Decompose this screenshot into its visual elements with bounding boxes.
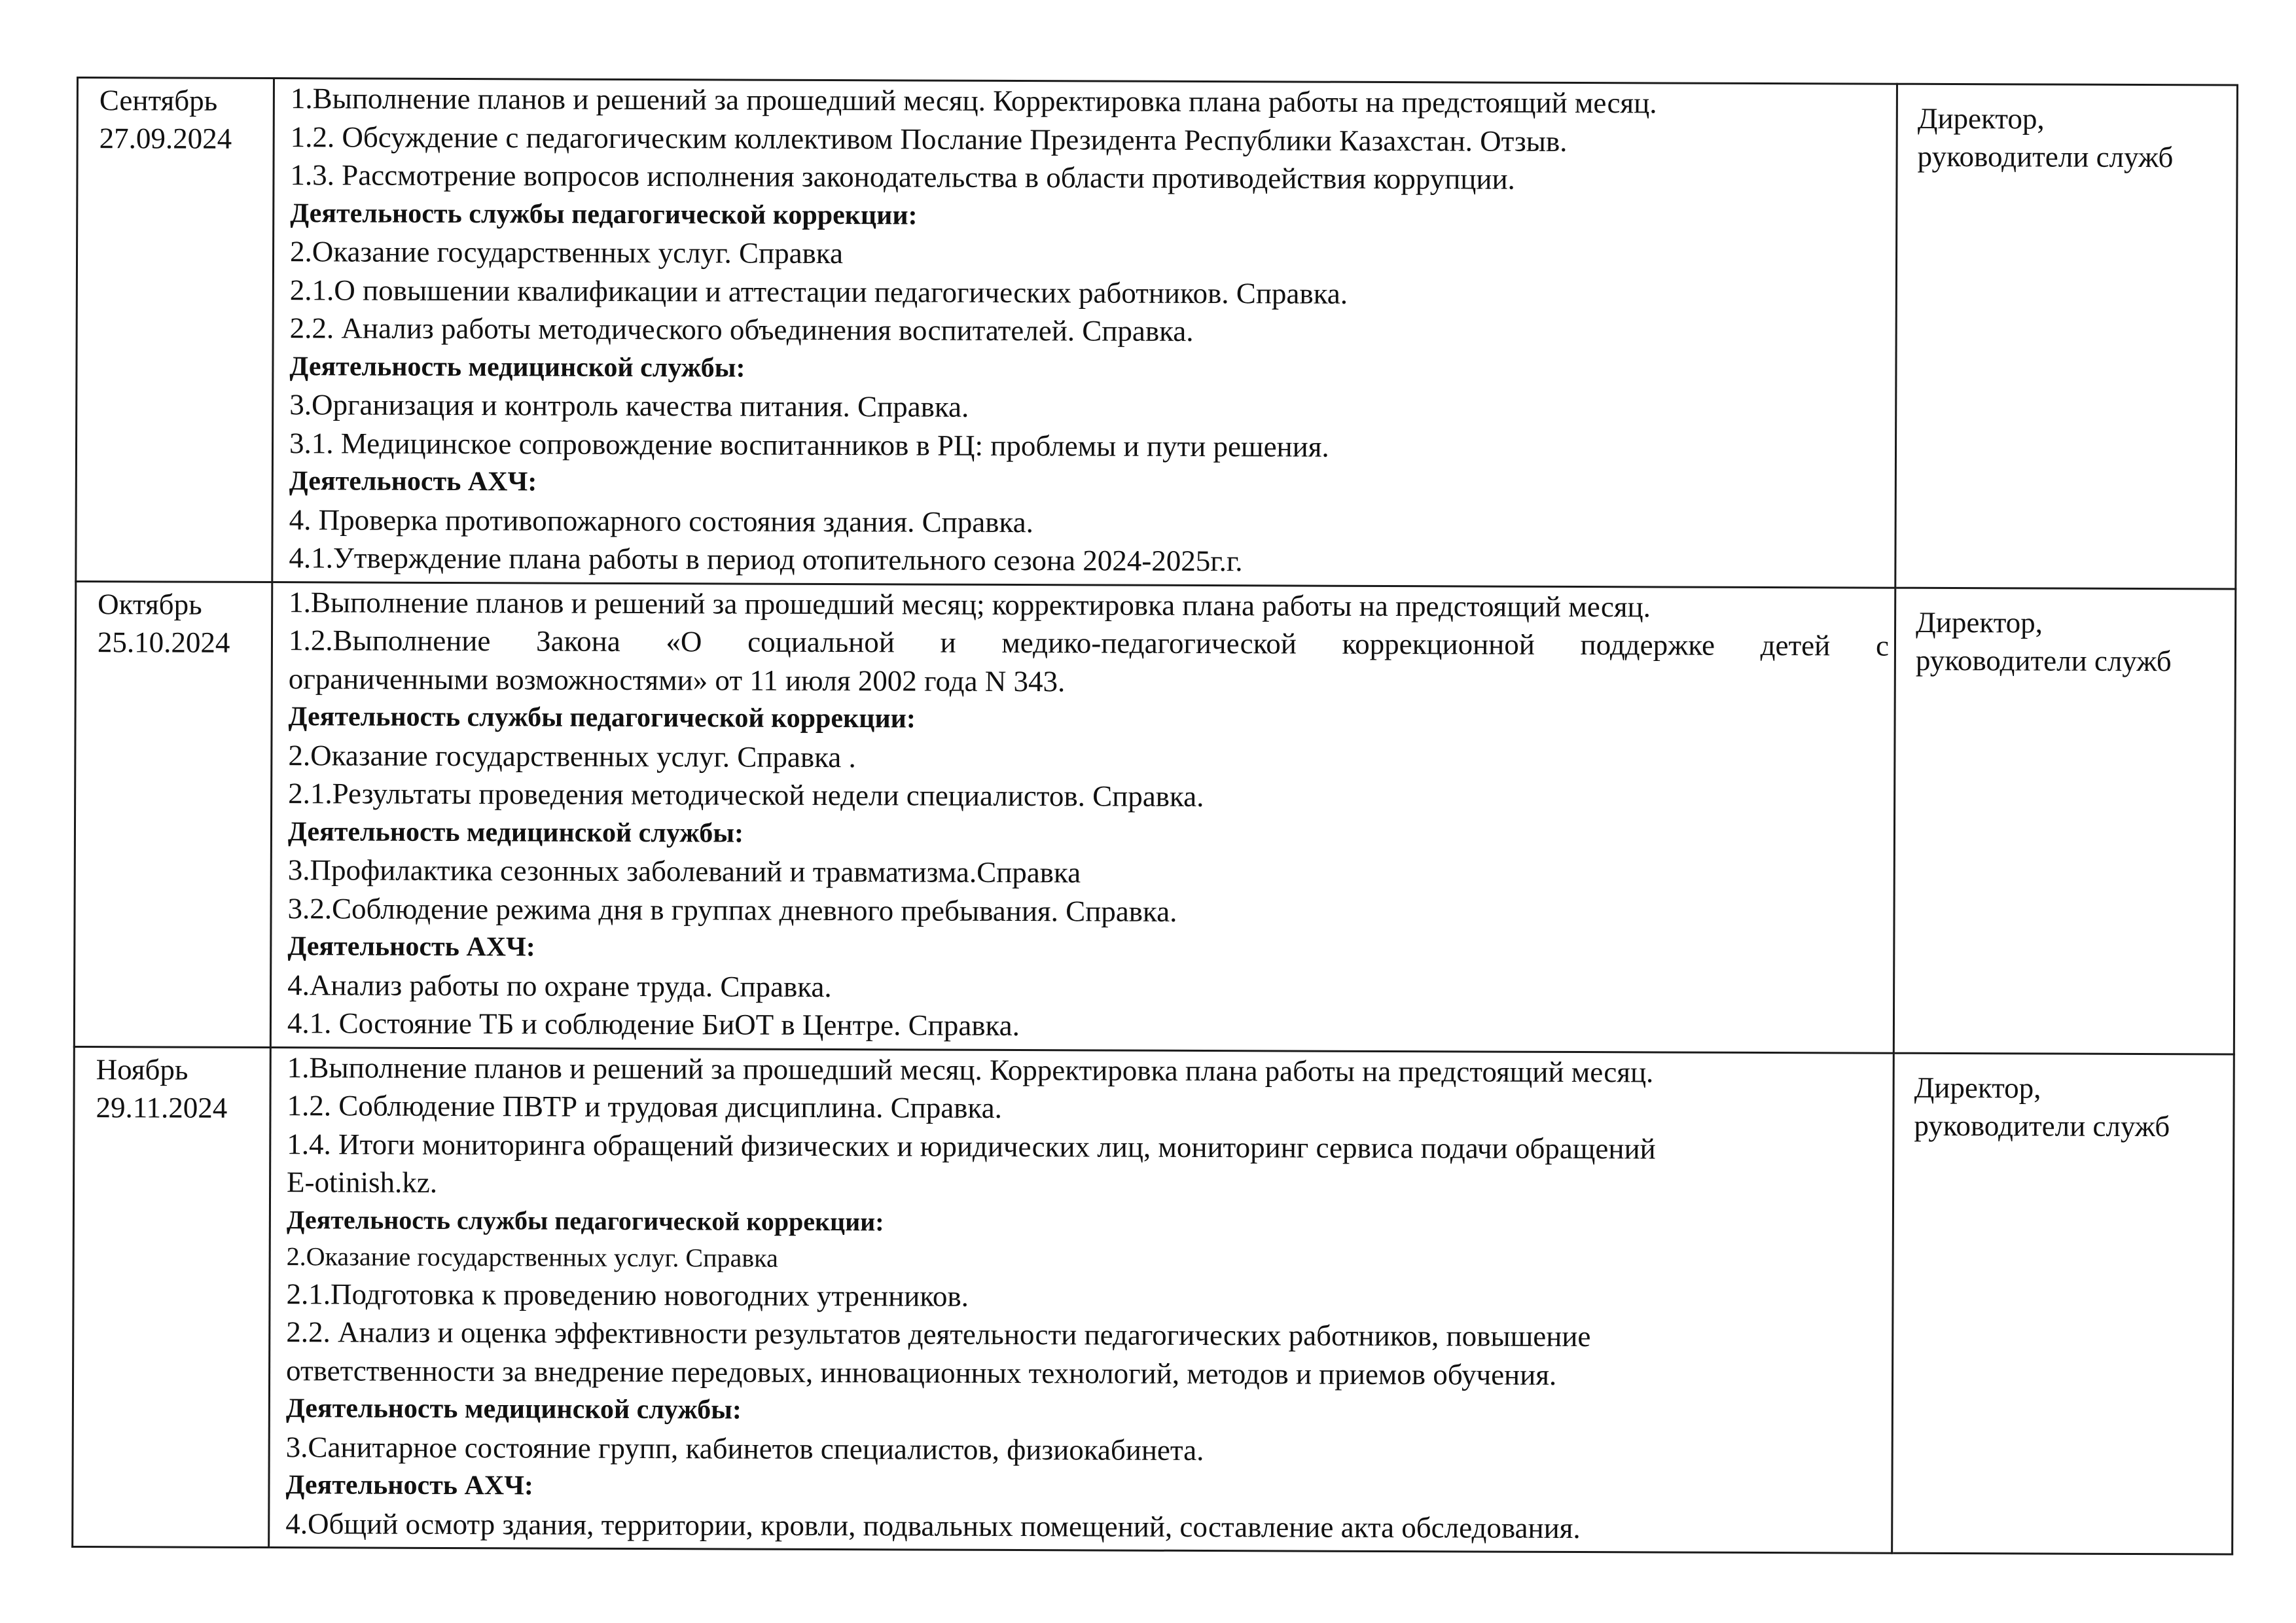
agenda-item: 4.Общий осмотр здания, территории, кровли, подвальных помещений, составление акта обследования. [285, 1507, 1581, 1544]
month-label: Октябрь [98, 587, 202, 621]
meeting-date: 29.11.2024 [96, 1090, 228, 1124]
agenda-item: 1.Выполнение планов и решений за прошедший месяц. Корректировка плана работы на предстоящий месяц. [287, 1050, 1654, 1088]
agenda-item: 3.Профилактика сезонных заболеваний и травматизма.Справка [287, 853, 1081, 889]
agenda-item: ограниченными возможностями» от 11 июля 2002 года N 343. [288, 662, 1066, 698]
responsible-person: Директор, [1917, 101, 2045, 135]
section-heading: Деятельность АХЧ: [285, 1470, 534, 1501]
agenda-item: 2.2. Анализ и оценка эффективности результатов деятельности педагогических работников, повышение [286, 1315, 1591, 1353]
section-heading: Деятельность медицинской службы: [289, 351, 745, 383]
responsible-cell [1895, 84, 2238, 588]
date-cell [73, 1046, 271, 1548]
agenda-item: 1.Выполнение планов и решений за прошедший месяц. Корректировка плана работы на предстоящий месяц. [290, 82, 1657, 120]
agenda-item: 4.1.Утверждение плана работы в период отопительного сезона 2024-2025г.г. [289, 541, 1243, 578]
table-row [73, 1046, 2234, 1554]
agenda-item: 1.2. Обсуждение с педагогическим коллективом Послание Президента Республики Казахстан. Отзыв. [290, 120, 1568, 158]
agenda-item: 2.1.Подготовка к проведению новогодних утренников. [286, 1277, 969, 1313]
agenda-item: 3.1. Медицинское сопровождение воспитанников в РЦ: проблемы и пути решения. [289, 426, 1329, 463]
agenda-item: 3.Санитарное состояние групп, кабинетов специалистов, физиокабинета. [285, 1430, 1204, 1467]
meeting-date: 25.10.2024 [97, 625, 230, 659]
agenda-item: 1.3. Рассмотрение вопросов исполнения законодательства в области противодействия коррупции. [290, 158, 1515, 196]
responsible-person: руководители служб [1917, 139, 2174, 174]
section-heading: Деятельность медицинской службы: [285, 1393, 742, 1425]
responsible-person: Директор, [1916, 605, 2043, 639]
agenda-item: 4. Проверка противопожарного состояния здания. Справка. [289, 503, 1033, 539]
agenda-cell [269, 1047, 1894, 1553]
work-plan-table [71, 77, 2238, 1556]
agenda-item: 2.1.Результаты проведения методической недели специалистов. Справка. [288, 777, 1204, 813]
meeting-date: 27.09.2024 [99, 122, 232, 155]
agenda-cell [272, 79, 1897, 588]
section-heading: Деятельность медицинской службы: [287, 816, 744, 849]
responsible-cell [1893, 588, 2235, 1054]
agenda-item: ответственности за внедрение передовых, инновационных технологий, методов и приемов обучения. [286, 1353, 1557, 1391]
agenda-item: 2.2. Анализ работы методического объединения воспитателей. Справка. [289, 312, 1194, 348]
agenda-cell [270, 582, 1895, 1053]
agenda-item: 2.Оказание государственных услуг. Справка . [288, 738, 856, 774]
responsible-person: руководители служб [1915, 643, 2172, 677]
agenda-item: E-otinish.kz. [287, 1166, 438, 1199]
agenda-item: 4.1. Состояние ТБ и соблюдение БиОТ в Центре. Справка. [287, 1007, 1020, 1043]
section-heading: Деятельность службы педагогической коррекции: [286, 1204, 884, 1236]
agenda-item: 2.Оказание государственных услуг. Справка [286, 1241, 778, 1273]
date-cell [74, 581, 272, 1047]
section-heading: Деятельность АХЧ: [287, 931, 535, 963]
month-label: Сентябрь [99, 84, 218, 117]
table-row [74, 581, 2235, 1054]
responsible-person: руководители служб [1914, 1109, 2170, 1143]
month-label: Ноябрь [96, 1052, 188, 1086]
document-page [71, 77, 2236, 1556]
section-heading: Деятельность службы педагогической коррекции: [288, 702, 916, 734]
agenda-item: 3.2.Соблюдение режима дня в группах дневного пребывания. Справка. [287, 891, 1177, 928]
agenda-item: 1.4. Итоги мониторинга обращений физических и юридических лиц, мониторинг сервиса подачи обращений [287, 1127, 1656, 1165]
agenda-item: 1.2.Выполнение Закона «О социальной и медико-педагогической коррекционной поддержке детей с [288, 624, 1890, 662]
agenda-item: 1.2. Соблюдение ПВТР и трудовая дисциплина. Справка. [287, 1089, 1002, 1124]
date-cell [76, 78, 274, 582]
agenda-item: 3.Организация и контроль качества питания. Справка. [289, 388, 969, 423]
agenda-item: 2.1.О повышении квалификации и аттестации педагогических работников. Справка. [289, 273, 1348, 310]
section-heading: Деятельность АХЧ: [289, 466, 537, 497]
agenda-item: 1.Выполнение планов и решений за прошедший месяц; корректировка плана работы на предстоящий месяц. [289, 585, 1651, 623]
section-heading: Деятельность службы педагогической коррекции: [290, 198, 918, 230]
agenda-item: 4.Анализ работы по охране труда. Справка. [287, 968, 832, 1003]
table-row [76, 78, 2238, 589]
agenda-item: 2.Оказание государственных услуг. Справка [289, 235, 844, 270]
responsible-person: Директор, [1914, 1071, 2041, 1104]
responsible-cell [1892, 1053, 2234, 1554]
